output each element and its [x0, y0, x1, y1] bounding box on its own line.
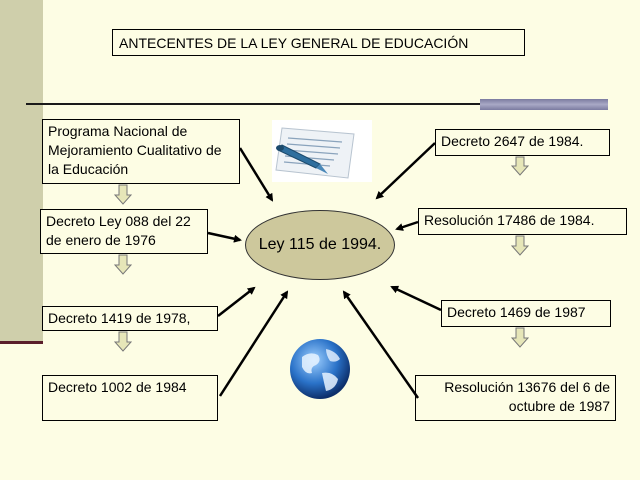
right-box-4: Resolución 13676 del 6 de octubre de 1987: [415, 375, 616, 421]
arrow-right-3: [392, 287, 441, 310]
diagram-title: ANTECENTES DE LA LEY GENERAL DE EDUCACIÓN: [112, 29, 525, 56]
down-arrow-left-1: [115, 185, 131, 204]
left-box-3: Decreto 1419 de 1978,: [42, 306, 218, 331]
central-law-label: Ley 115 de 1994.: [258, 236, 382, 253]
right-box-2: Resolución 17486 de 1984.: [418, 208, 627, 235]
down-arrow-left-3: [115, 332, 131, 351]
arrow-right-4: [344, 292, 418, 398]
down-arrow-right-1: [512, 157, 528, 175]
down-arrow-right-3: [512, 328, 528, 347]
right-box-1: Decreto 2647 de 1984.: [435, 129, 610, 156]
arrow-right-2: [397, 222, 418, 229]
left-box-2: Decreto Ley 088 del 22 de enero de 1976: [40, 209, 208, 254]
down-arrow-left-2: [115, 255, 131, 274]
left-box-4: Decreto 1002 de 1984: [42, 375, 218, 421]
arrow-left-2: [208, 233, 240, 240]
arrow-left-1: [240, 148, 272, 200]
globe-icon: [288, 337, 352, 401]
arrow-right-1: [377, 143, 435, 198]
left-box-1: Programa Nacional de Mejoramiento Cualitativo de la Educación: [42, 119, 240, 184]
right-box-3: Decreto 1469 de 1987: [441, 300, 611, 327]
arrow-left-3: [218, 288, 254, 316]
document-pen-icon: [272, 120, 372, 182]
down-arrow-right-2: [512, 236, 528, 255]
